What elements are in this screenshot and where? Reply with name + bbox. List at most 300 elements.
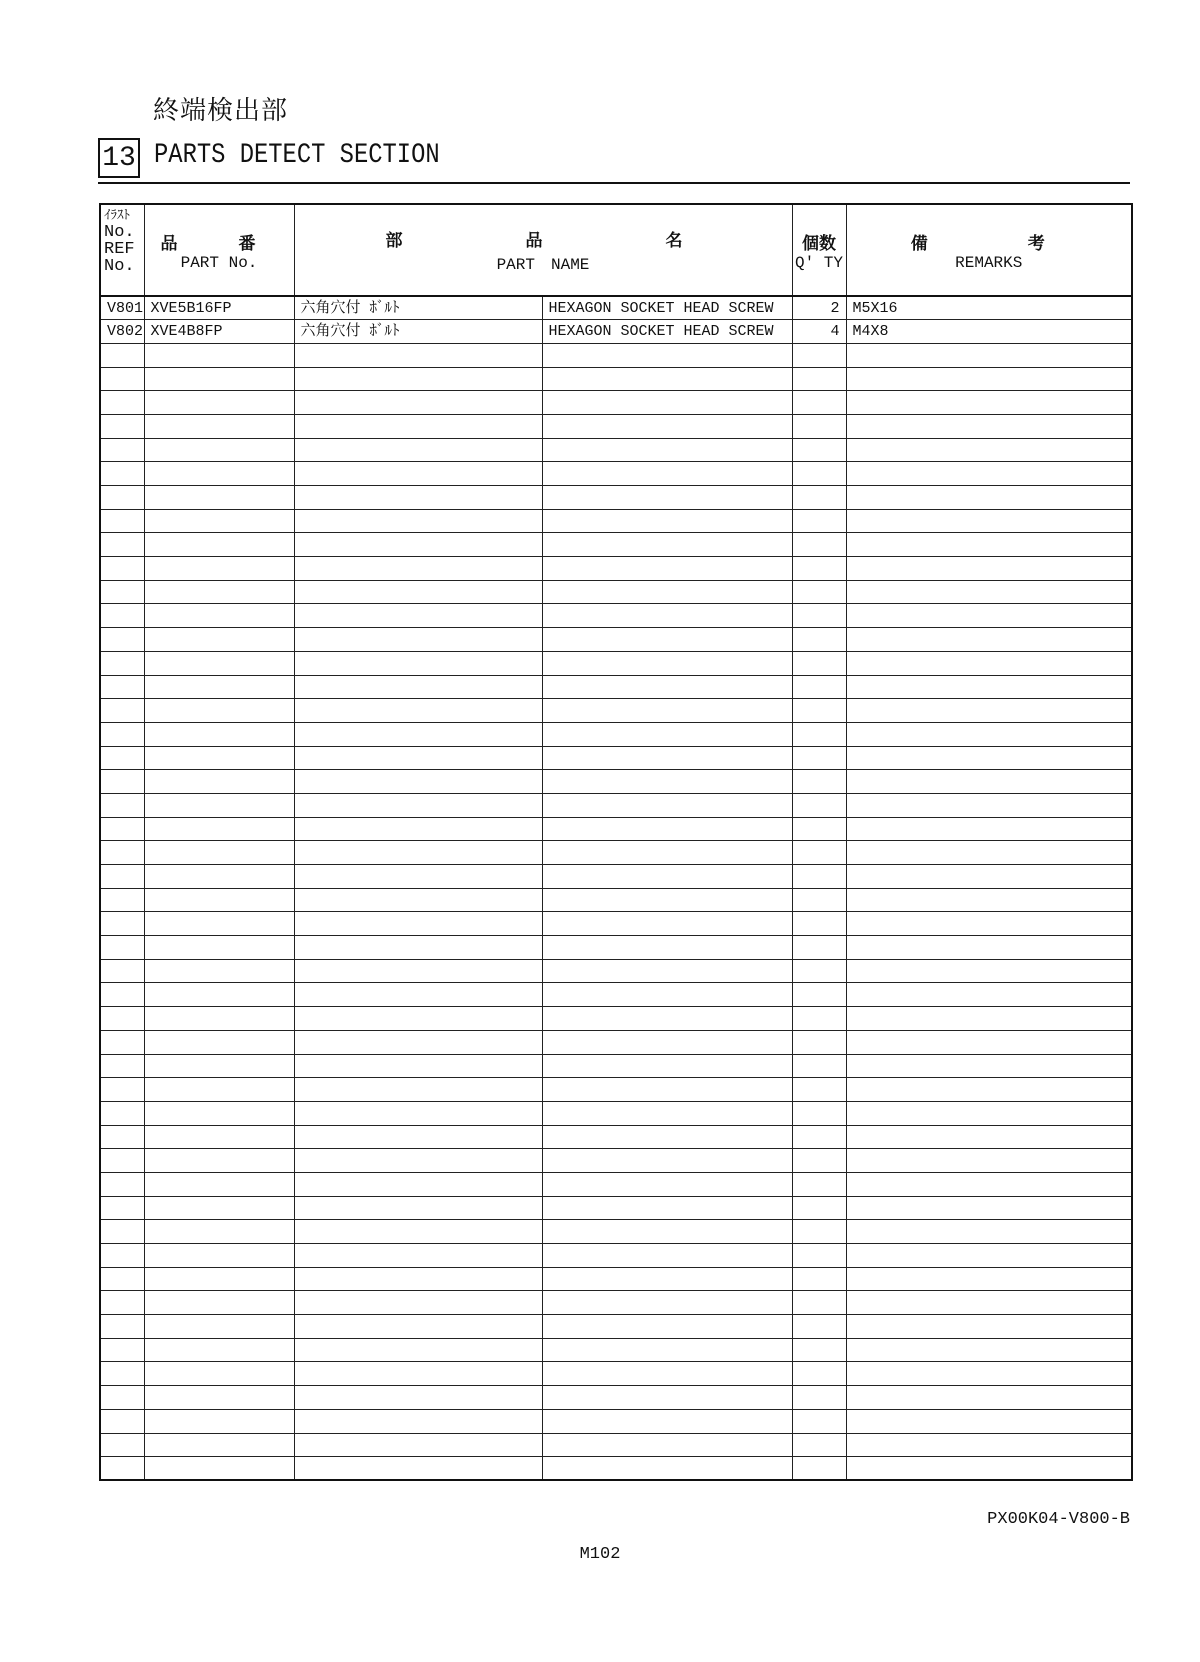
empty-cell (294, 888, 542, 912)
empty-cell (100, 1267, 144, 1291)
empty-cell (294, 1007, 542, 1031)
empty-cell (294, 1101, 542, 1125)
empty-cell (144, 1433, 294, 1457)
empty-row (100, 793, 1132, 817)
empty-row (100, 936, 1132, 960)
empty-cell (846, 438, 1132, 462)
empty-row (100, 1030, 1132, 1054)
empty-cell (294, 1244, 542, 1268)
empty-cell (294, 1457, 542, 1481)
empty-cell (846, 1101, 1132, 1125)
empty-cell (294, 722, 542, 746)
empty-cell (792, 1362, 846, 1386)
empty-cell (792, 1409, 846, 1433)
empty-row (100, 580, 1132, 604)
empty-cell (846, 391, 1132, 415)
empty-cell (542, 699, 792, 723)
empty-cell (846, 1054, 1132, 1078)
empty-cell (542, 1338, 792, 1362)
empty-cell (100, 1244, 144, 1268)
empty-cell (792, 1007, 846, 1031)
empty-cell (846, 1315, 1132, 1339)
empty-cell (144, 959, 294, 983)
empty-cell (100, 1172, 144, 1196)
empty-cell (846, 1030, 1132, 1054)
empty-row (100, 1101, 1132, 1125)
empty-cell (542, 1172, 792, 1196)
empty-cell (542, 841, 792, 865)
remarks-cell: M5X16 (846, 296, 1132, 320)
empty-cell (144, 1149, 294, 1173)
empty-cell (792, 1386, 846, 1410)
empty-cell (294, 1078, 542, 1102)
empty-cell (294, 604, 542, 628)
empty-row (100, 1078, 1132, 1102)
empty-cell (792, 1054, 846, 1078)
table-row (100, 296, 1132, 320)
empty-cell (542, 793, 792, 817)
empty-cell (144, 675, 294, 699)
empty-cell (294, 1125, 542, 1149)
empty-cell (294, 1338, 542, 1362)
empty-cell (792, 888, 846, 912)
empty-row (100, 343, 1132, 367)
empty-cell (542, 367, 792, 391)
empty-cell (144, 770, 294, 794)
empty-cell (294, 912, 542, 936)
empty-row (100, 1007, 1132, 1031)
empty-cell (846, 486, 1132, 510)
empty-cell (100, 1457, 144, 1481)
remarks-label-en: REMARKS (955, 253, 1023, 272)
part-no-label-jp: 品 番 (160, 233, 278, 254)
empty-row (100, 1386, 1132, 1410)
empty-cell (100, 628, 144, 652)
empty-cell (144, 817, 294, 841)
empty-cell (542, 557, 792, 581)
empty-cell (542, 1267, 792, 1291)
empty-cell (542, 414, 792, 438)
col-header-part-name (294, 204, 792, 296)
empty-cell (542, 486, 792, 510)
parts-table (99, 203, 1133, 1481)
ref-label-no2: No. (104, 257, 135, 276)
empty-cell (846, 793, 1132, 817)
empty-cell (792, 1315, 846, 1339)
empty-cell (846, 722, 1132, 746)
empty-row (100, 1054, 1132, 1078)
empty-cell (100, 1409, 144, 1433)
empty-cell (846, 367, 1132, 391)
empty-row (100, 367, 1132, 391)
empty-cell (100, 509, 144, 533)
empty-row (100, 722, 1132, 746)
empty-cell (846, 1457, 1132, 1481)
empty-cell (542, 1220, 792, 1244)
empty-cell (846, 1291, 1132, 1315)
empty-cell (542, 604, 792, 628)
empty-cell (792, 1149, 846, 1173)
empty-cell (846, 888, 1132, 912)
part-no-cell: XVE5B16FP (144, 296, 294, 320)
empty-cell (100, 1196, 144, 1220)
empty-cell (294, 841, 542, 865)
empty-row (100, 438, 1132, 462)
empty-cell (792, 746, 846, 770)
empty-cell (542, 675, 792, 699)
empty-cell (792, 1433, 846, 1457)
empty-cell (846, 1362, 1132, 1386)
empty-cell (144, 509, 294, 533)
empty-cell (846, 414, 1132, 438)
empty-row (100, 1220, 1132, 1244)
empty-row (100, 1172, 1132, 1196)
empty-cell (294, 983, 542, 1007)
empty-cell (846, 343, 1132, 367)
empty-cell (100, 1386, 144, 1410)
empty-cell (846, 1220, 1132, 1244)
empty-cell (846, 1338, 1132, 1362)
empty-row (100, 699, 1132, 723)
empty-cell (294, 486, 542, 510)
part-name-jp-cell: 六角穴付 ﾎﾞﾙﾄ (294, 320, 542, 344)
empty-row (100, 1244, 1132, 1268)
empty-cell (542, 509, 792, 533)
empty-cell (846, 746, 1132, 770)
empty-cell (294, 414, 542, 438)
empty-row (100, 983, 1132, 1007)
empty-cell (100, 1291, 144, 1315)
remarks-cell: M4X8 (846, 320, 1132, 344)
remarks-label-jp: 備 考 (910, 233, 1067, 254)
empty-cell (144, 1409, 294, 1433)
empty-cell (294, 1172, 542, 1196)
empty-cell (792, 1125, 846, 1149)
empty-row (100, 391, 1132, 415)
empty-cell (294, 1433, 542, 1457)
empty-cell (144, 865, 294, 889)
empty-cell (144, 699, 294, 723)
qty-label-en: Q' TY (794, 253, 843, 272)
empty-cell (144, 486, 294, 510)
empty-cell (294, 1149, 542, 1173)
empty-cell (792, 793, 846, 817)
empty-cell (792, 983, 846, 1007)
empty-cell (542, 1149, 792, 1173)
empty-cell (144, 983, 294, 1007)
empty-cell (144, 793, 294, 817)
empty-row (100, 1433, 1132, 1457)
empty-cell (542, 1078, 792, 1102)
empty-cell (100, 367, 144, 391)
empty-cell (100, 1101, 144, 1125)
empty-cell (542, 1362, 792, 1386)
empty-cell (792, 391, 846, 415)
empty-row (100, 1267, 1132, 1291)
empty-cell (100, 888, 144, 912)
empty-cell (846, 1007, 1132, 1031)
empty-row (100, 1409, 1132, 1433)
empty-cell (144, 841, 294, 865)
empty-cell (100, 438, 144, 462)
empty-cell (144, 1007, 294, 1031)
empty-cell (100, 1149, 144, 1173)
empty-cell (792, 367, 846, 391)
empty-cell (100, 936, 144, 960)
empty-cell (144, 1220, 294, 1244)
empty-row (100, 1338, 1132, 1362)
empty-cell (792, 1196, 846, 1220)
empty-cell (542, 959, 792, 983)
empty-row (100, 533, 1132, 557)
empty-row (100, 414, 1132, 438)
page-number: M102 (579, 1545, 621, 1564)
empty-row (100, 651, 1132, 675)
empty-cell (792, 817, 846, 841)
empty-row (100, 865, 1132, 889)
empty-cell (294, 1196, 542, 1220)
empty-row (100, 1315, 1132, 1339)
empty-cell (294, 1315, 542, 1339)
empty-cell (846, 651, 1132, 675)
empty-cell (294, 462, 542, 486)
empty-cell (792, 1291, 846, 1315)
empty-cell (100, 675, 144, 699)
empty-cell (100, 817, 144, 841)
col-header-part-no (144, 204, 294, 296)
empty-cell (846, 557, 1132, 581)
empty-cell (792, 699, 846, 723)
section-title-jp: 終端検出部 (153, 96, 289, 126)
empty-cell (100, 1078, 144, 1102)
empty-row (100, 486, 1132, 510)
empty-cell (542, 983, 792, 1007)
empty-cell (144, 1362, 294, 1386)
ref-label-jp: ｲﾗｽﾄ (104, 208, 130, 223)
empty-row (100, 509, 1132, 533)
empty-cell (542, 888, 792, 912)
empty-cell (144, 1078, 294, 1102)
empty-cell (542, 912, 792, 936)
empty-cell (144, 1196, 294, 1220)
empty-cell (542, 533, 792, 557)
empty-row (100, 817, 1132, 841)
empty-row (100, 959, 1132, 983)
empty-cell (846, 1149, 1132, 1173)
empty-cell (846, 462, 1132, 486)
empty-cell (846, 1078, 1132, 1102)
empty-cell (542, 746, 792, 770)
empty-cell (542, 1244, 792, 1268)
empty-cell (100, 912, 144, 936)
empty-cell (100, 699, 144, 723)
empty-cell (294, 817, 542, 841)
table-header-row (100, 204, 1132, 296)
empty-cell (294, 1220, 542, 1244)
empty-cell (542, 770, 792, 794)
empty-cell (144, 1030, 294, 1054)
empty-row (100, 912, 1132, 936)
empty-cell (846, 604, 1132, 628)
empty-cell (294, 628, 542, 652)
empty-cell (792, 1220, 846, 1244)
empty-cell (542, 1315, 792, 1339)
empty-cell (792, 1457, 846, 1481)
empty-cell (144, 438, 294, 462)
empty-row (100, 746, 1132, 770)
empty-cell (144, 1386, 294, 1410)
empty-cell (100, 1054, 144, 1078)
empty-cell (100, 770, 144, 794)
part-name-en-cell: HEXAGON SOCKET HEAD SCREW (542, 296, 792, 320)
empty-cell (144, 343, 294, 367)
ref-cell: V801 (100, 296, 144, 320)
empty-cell (144, 557, 294, 581)
empty-cell (792, 414, 846, 438)
empty-cell (542, 936, 792, 960)
empty-cell (100, 651, 144, 675)
empty-cell (144, 628, 294, 652)
part-name-jp-cell: 六角穴付 ﾎﾞﾙﾄ (294, 296, 542, 320)
empty-cell (294, 367, 542, 391)
empty-cell (542, 438, 792, 462)
empty-cell (792, 462, 846, 486)
empty-cell (144, 1101, 294, 1125)
empty-cell (542, 1457, 792, 1481)
empty-cell (792, 533, 846, 557)
empty-cell (294, 557, 542, 581)
empty-cell (294, 1386, 542, 1410)
empty-cell (846, 865, 1132, 889)
empty-cell (144, 1054, 294, 1078)
empty-cell (846, 675, 1132, 699)
empty-cell (846, 533, 1132, 557)
part-no-label-en: PART No. (180, 253, 258, 272)
qty-cell: 2 (792, 296, 846, 320)
empty-cell (100, 486, 144, 510)
empty-cell (542, 343, 792, 367)
empty-cell (100, 1338, 144, 1362)
empty-cell (100, 604, 144, 628)
empty-cell (294, 959, 542, 983)
empty-cell (294, 746, 542, 770)
empty-cell (846, 1386, 1132, 1410)
empty-cell (144, 722, 294, 746)
empty-cell (542, 722, 792, 746)
empty-cell (294, 1054, 542, 1078)
qty-cell: 4 (792, 320, 846, 344)
empty-cell (144, 1457, 294, 1481)
empty-cell (846, 912, 1132, 936)
empty-cell (792, 1101, 846, 1125)
empty-row (100, 557, 1132, 581)
empty-cell (792, 580, 846, 604)
empty-cell (846, 770, 1132, 794)
part-no-cell: XVE4B8FP (144, 320, 294, 344)
empty-cell (542, 865, 792, 889)
empty-cell (542, 651, 792, 675)
empty-cell (294, 509, 542, 533)
empty-cell (542, 1386, 792, 1410)
empty-cell (846, 1196, 1132, 1220)
empty-cell (144, 580, 294, 604)
empty-cell (542, 1433, 792, 1457)
empty-cell (144, 367, 294, 391)
empty-cell (792, 651, 846, 675)
empty-cell (792, 1078, 846, 1102)
empty-cell (294, 675, 542, 699)
empty-cell (100, 865, 144, 889)
empty-cell (294, 343, 542, 367)
empty-cell (294, 793, 542, 817)
empty-cell (792, 912, 846, 936)
empty-cell (792, 343, 846, 367)
empty-cell (100, 557, 144, 581)
empty-cell (100, 746, 144, 770)
empty-cell (792, 628, 846, 652)
empty-cell (542, 1409, 792, 1433)
ref-label-en: REF (104, 240, 135, 259)
empty-cell (144, 1338, 294, 1362)
empty-cell (144, 1125, 294, 1149)
empty-cell (846, 1244, 1132, 1268)
empty-cell (144, 604, 294, 628)
empty-cell (100, 793, 144, 817)
empty-cell (100, 580, 144, 604)
empty-cell (144, 414, 294, 438)
empty-cell (542, 1054, 792, 1078)
empty-cell (294, 438, 542, 462)
empty-cell (144, 1172, 294, 1196)
empty-cell (294, 936, 542, 960)
table-row (100, 320, 1132, 344)
part-name-label-jp: 部 品 名 (385, 231, 701, 251)
empty-cell (100, 533, 144, 557)
empty-cell (846, 580, 1132, 604)
empty-cell (144, 651, 294, 675)
qty-label-jp: 個数 (802, 233, 836, 254)
empty-cell (100, 414, 144, 438)
empty-cell (846, 841, 1132, 865)
empty-cell (542, 1125, 792, 1149)
empty-cell (542, 1007, 792, 1031)
empty-row (100, 888, 1132, 912)
empty-row (100, 1149, 1132, 1173)
empty-cell (792, 1030, 846, 1054)
empty-cell (294, 1362, 542, 1386)
empty-cell (542, 817, 792, 841)
empty-cell (846, 509, 1132, 533)
empty-cell (792, 1172, 846, 1196)
empty-cell (846, 1125, 1132, 1149)
part-name-en-cell: HEXAGON SOCKET HEAD SCREW (542, 320, 792, 344)
empty-cell (792, 841, 846, 865)
empty-cell (542, 1196, 792, 1220)
empty-cell (542, 580, 792, 604)
empty-cell (100, 462, 144, 486)
empty-cell (792, 770, 846, 794)
empty-row (100, 675, 1132, 699)
section-header (98, 138, 1130, 184)
empty-cell (846, 1172, 1132, 1196)
empty-cell (144, 462, 294, 486)
empty-cell (100, 1433, 144, 1457)
empty-cell (294, 580, 542, 604)
empty-cell (294, 699, 542, 723)
col-header-ref (100, 204, 144, 296)
section-number: 13 (98, 138, 140, 178)
empty-cell (144, 1315, 294, 1339)
